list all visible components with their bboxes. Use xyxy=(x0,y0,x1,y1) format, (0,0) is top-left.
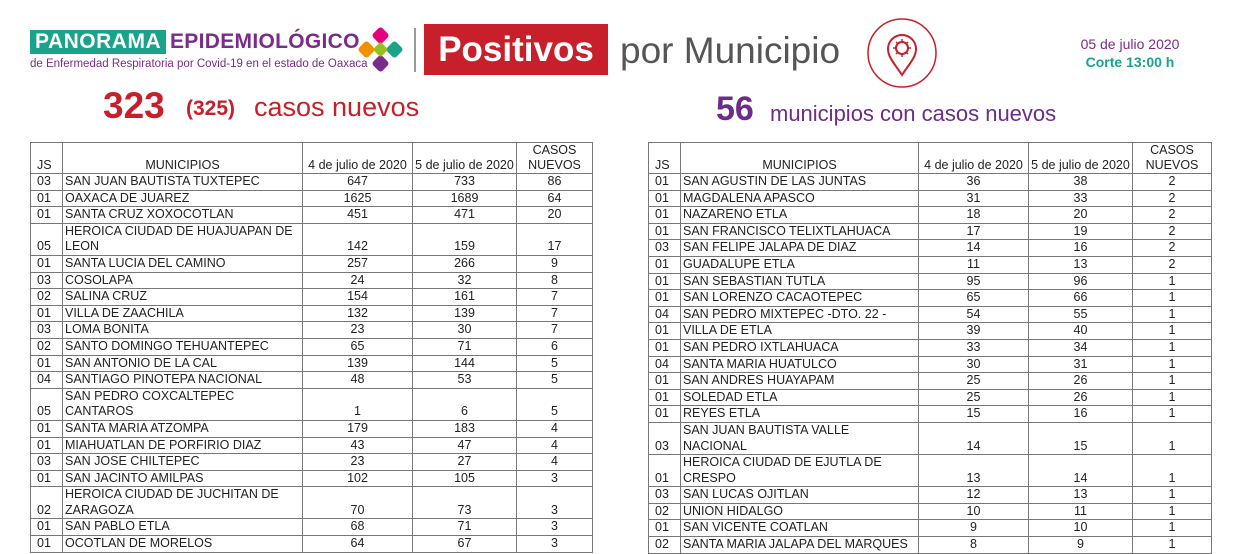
virus-location-pin-icon xyxy=(866,17,938,89)
new-cases-cell: 6 xyxy=(517,338,593,355)
new-cases-cell: 2 xyxy=(1133,207,1212,224)
js-cell: 01 xyxy=(31,536,63,553)
new-cases-cell: 1 xyxy=(1133,455,1212,487)
cases-table-left xyxy=(30,142,593,553)
js-cell: 01 xyxy=(31,470,63,487)
js-cell: 01 xyxy=(649,190,681,207)
js-cell: 01 xyxy=(31,420,63,437)
js-cell: 02 xyxy=(649,503,681,520)
js-cell: 01 xyxy=(649,256,681,273)
cases-date-2-cell: 183 xyxy=(413,420,517,437)
cases-date-1-cell: 95 xyxy=(919,273,1029,290)
cases-date-2-cell: 96 xyxy=(1029,273,1133,290)
municipio-cell: SANTA LUCIA DEL CAMINO xyxy=(63,255,303,272)
js-cell: 01 xyxy=(649,339,681,356)
js-cell: 01 xyxy=(649,207,681,224)
js-cell: 04 xyxy=(649,306,681,323)
brand-subtitle: de Enfermedad Respiratoria por Covid-19 en el estado de Oaxaca xyxy=(30,58,368,70)
new-cases-cell: 3 xyxy=(517,519,593,536)
cases-date-1-cell: 70 xyxy=(303,487,413,519)
table-row xyxy=(31,536,593,553)
municipio-cell: SAN JUAN BAUTISTA VALLE NACIONAL xyxy=(681,422,919,454)
cases-date-1-cell: 8 xyxy=(919,537,1029,554)
new-cases-cell: 2 xyxy=(1133,190,1212,207)
oaxaca-logo-icon xyxy=(358,27,404,73)
municipio-cell: MAGDALENA APASCO xyxy=(681,190,919,207)
cases-date-2-cell: 26 xyxy=(1029,389,1133,406)
cases-date-1-cell: 15 xyxy=(919,406,1029,423)
js-cell: 03 xyxy=(31,322,63,339)
cases-date-2-cell: 10 xyxy=(1029,520,1133,537)
new-cases-cell: 1 xyxy=(1133,520,1212,537)
js-cell: 01 xyxy=(649,290,681,307)
municipio-cell: SAN PEDRO COXCALTEPEC CANTAROS xyxy=(63,388,303,420)
cases-date-1-cell: 25 xyxy=(919,373,1029,390)
js-cell: 01 xyxy=(31,437,63,454)
cases-date-2-cell: 73 xyxy=(413,487,517,519)
col-header-date-1: 4 de julio de 2020 xyxy=(919,143,1029,174)
municipio-cell: SAN LORENZO CACAOTEPEC xyxy=(681,290,919,307)
js-cell: 01 xyxy=(31,355,63,372)
table-row xyxy=(31,174,593,191)
municipio-cell: HEROICA CIUDAD DE JUCHITAN DE ZARAGOZA xyxy=(63,487,303,519)
new-cases-cell: 7 xyxy=(517,322,593,339)
new-cases-cell: 1 xyxy=(1133,323,1212,340)
table-row xyxy=(649,455,1212,487)
cases-date-2-cell: 71 xyxy=(413,338,517,355)
cases-date-1-cell: 142 xyxy=(303,223,413,255)
cases-date-1-cell: 17 xyxy=(919,223,1029,240)
cases-date-2-cell: 16 xyxy=(1029,240,1133,257)
js-cell: 01 xyxy=(31,255,63,272)
new-cases-cell: 17 xyxy=(517,223,593,255)
cases-date-1-cell: 451 xyxy=(303,207,413,224)
table-row xyxy=(31,207,593,224)
table-row xyxy=(649,207,1212,224)
new-cases-cell: 3 xyxy=(517,470,593,487)
municipio-cell: REYES ETLA xyxy=(681,406,919,423)
municipio-cell: SAN PEDRO MIXTEPEC -DTO. 22 - xyxy=(681,306,919,323)
cases-date-2-cell: 32 xyxy=(413,272,517,289)
table-row xyxy=(31,289,593,306)
cases-date-2-cell: 67 xyxy=(413,536,517,553)
cases-date-2-cell: 26 xyxy=(1029,373,1133,390)
table-row xyxy=(649,422,1212,454)
new-cases-cell: 5 xyxy=(517,372,593,389)
municipio-cell: SAN LUCAS OJITLAN xyxy=(681,487,919,504)
cases-date-2-cell: 266 xyxy=(413,255,517,272)
cases-date-2-cell: 40 xyxy=(1029,323,1133,340)
report-cut-time: Corte 13:00 h xyxy=(1085,54,1175,70)
cases-table-right xyxy=(648,142,1212,554)
municipio-cell: SANTO DOMINGO TEHUANTEPEC xyxy=(63,338,303,355)
municipio-cell: VILLA DE ETLA xyxy=(681,323,919,340)
js-cell: 03 xyxy=(649,240,681,257)
new-cases-cell: 64 xyxy=(517,190,593,207)
table-row xyxy=(31,190,593,207)
brand-panorama-label: PANORAMA xyxy=(30,30,166,54)
new-cases-cell: 1 xyxy=(1133,406,1212,423)
table-row xyxy=(649,503,1212,520)
cases-date-2-cell: 161 xyxy=(413,289,517,306)
municipio-cell: GUADALUPE ETLA xyxy=(681,256,919,273)
new-cases-alt-count: (325) xyxy=(186,97,236,120)
municipio-cell: SAN PEDRO IXTLAHUACA xyxy=(681,339,919,356)
js-cell: 01 xyxy=(649,389,681,406)
municipio-cell: MIAHUATLAN DE PORFIRIO DIAZ xyxy=(63,437,303,454)
col-header-new-cases: CASOS NUEVOS xyxy=(517,143,593,174)
new-cases-cell: 4 xyxy=(517,437,593,454)
table-row xyxy=(649,290,1212,307)
cases-date-1-cell: 65 xyxy=(303,338,413,355)
js-cell: 03 xyxy=(649,487,681,504)
js-cell: 05 xyxy=(31,223,63,255)
municipio-cell: SANTIAGO PINOTEPA NACIONAL xyxy=(63,372,303,389)
col-header-date-1: 4 de julio de 2020 xyxy=(303,143,413,174)
js-cell: 01 xyxy=(649,520,681,537)
municipio-cell: HEROICA CIUDAD DE EJUTLA DE CRESPO xyxy=(681,455,919,487)
cases-date-2-cell: 11 xyxy=(1029,503,1133,520)
table-row xyxy=(649,339,1212,356)
cases-date-1-cell: 24 xyxy=(303,272,413,289)
js-cell: 01 xyxy=(649,373,681,390)
cases-date-1-cell: 13 xyxy=(919,455,1029,487)
table-row xyxy=(31,338,593,355)
table-row xyxy=(649,273,1212,290)
municipio-cell: SAN FRANCISCO TELIXTLAHUACA xyxy=(681,223,919,240)
brand-epidemiologico-label: EPIDEMIOLÓGICO xyxy=(170,30,360,53)
municipalities-count: 56 xyxy=(716,90,754,128)
cases-date-2-cell: 15 xyxy=(1029,422,1133,454)
cases-date-1-cell: 14 xyxy=(919,240,1029,257)
table-header-row xyxy=(31,143,593,174)
col-header-new-cases: CASOS NUEVOS xyxy=(1133,143,1212,174)
municipio-cell: SOLEDAD ETLA xyxy=(681,389,919,406)
cases-date-1-cell: 39 xyxy=(919,323,1029,340)
js-cell: 02 xyxy=(31,289,63,306)
col-header-municipio: MUNICIPIOS xyxy=(681,143,919,174)
new-cases-cell: 86 xyxy=(517,174,593,191)
cases-date-2-cell: 33 xyxy=(1029,190,1133,207)
cases-date-2-cell: 20 xyxy=(1029,207,1133,224)
cases-date-1-cell: 48 xyxy=(303,372,413,389)
cases-date-2-cell: 159 xyxy=(413,223,517,255)
table-row xyxy=(649,256,1212,273)
municipio-cell: SAN VICENTE COATLAN xyxy=(681,520,919,537)
new-cases-cell: 1 xyxy=(1133,290,1212,307)
municipio-cell: SALINA CRUZ xyxy=(63,289,303,306)
new-cases-cell: 2 xyxy=(1133,174,1212,191)
table-row xyxy=(649,190,1212,207)
table-row xyxy=(649,373,1212,390)
title-positivos: Positivos xyxy=(424,24,608,75)
cases-date-1-cell: 102 xyxy=(303,470,413,487)
new-cases-cell: 7 xyxy=(517,305,593,322)
cases-date-1-cell: 30 xyxy=(919,356,1029,373)
new-cases-cell: 9 xyxy=(517,255,593,272)
table-row xyxy=(31,272,593,289)
new-cases-cell: 8 xyxy=(517,272,593,289)
cases-date-1-cell: 36 xyxy=(919,174,1029,191)
municipio-cell: UNION HIDALGO xyxy=(681,503,919,520)
col-header-date-2: 5 de julio de 2020 xyxy=(413,143,517,174)
new-cases-cell: 4 xyxy=(517,454,593,471)
js-cell: 03 xyxy=(31,272,63,289)
cases-date-1-cell: 25 xyxy=(919,389,1029,406)
cases-date-2-cell: 13 xyxy=(1029,256,1133,273)
cases-date-1-cell: 65 xyxy=(919,290,1029,307)
new-cases-cell: 5 xyxy=(517,355,593,372)
municipio-cell: HEROICA CIUDAD DE HUAJUAPAN DE LEON xyxy=(63,223,303,255)
table-row xyxy=(649,223,1212,240)
js-cell: 03 xyxy=(649,422,681,454)
table-row xyxy=(649,174,1212,191)
table-row xyxy=(31,322,593,339)
js-cell: 01 xyxy=(31,190,63,207)
municipio-cell: SAN FELIPE JALAPA DE DIAZ xyxy=(681,240,919,257)
cases-date-2-cell: 30 xyxy=(413,322,517,339)
cases-date-2-cell: 38 xyxy=(1029,174,1133,191)
municipio-cell: NAZARENO ETLA xyxy=(681,207,919,224)
js-cell: 04 xyxy=(649,356,681,373)
new-cases-cell: 5 xyxy=(517,388,593,420)
municipio-cell: SAN SEBASTIAN TUTLA xyxy=(681,273,919,290)
report-date: 05 de julio 2020 xyxy=(1080,36,1180,52)
js-cell: 05 xyxy=(31,388,63,420)
new-cases-cell: 2 xyxy=(1133,223,1212,240)
cases-date-1-cell: 647 xyxy=(303,174,413,191)
cases-date-1-cell: 31 xyxy=(919,190,1029,207)
table-row xyxy=(649,520,1212,537)
table-row xyxy=(31,388,593,420)
cases-date-1-cell: 12 xyxy=(919,487,1029,504)
cases-date-2-cell: 31 xyxy=(1029,356,1133,373)
new-cases-cell: 2 xyxy=(1133,256,1212,273)
new-cases-cell: 20 xyxy=(517,207,593,224)
new-cases-label: casos nuevos xyxy=(254,92,420,122)
cases-date-1-cell: 9 xyxy=(919,520,1029,537)
col-header-js: JS xyxy=(31,143,63,174)
cases-date-2-cell: 1689 xyxy=(413,190,517,207)
table-row xyxy=(31,305,593,322)
table-row xyxy=(31,355,593,372)
cases-date-2-cell: 144 xyxy=(413,355,517,372)
js-cell: 01 xyxy=(649,273,681,290)
cases-date-1-cell: 68 xyxy=(303,519,413,536)
js-cell: 01 xyxy=(31,207,63,224)
js-cell: 01 xyxy=(649,323,681,340)
table-row xyxy=(31,470,593,487)
cases-date-2-cell: 471 xyxy=(413,207,517,224)
table-row xyxy=(649,323,1212,340)
municipio-cell: SAN ANDRES HUAYAPAM xyxy=(681,373,919,390)
cases-date-1-cell: 139 xyxy=(303,355,413,372)
js-cell: 02 xyxy=(31,487,63,519)
cases-date-2-cell: 53 xyxy=(413,372,517,389)
table-row xyxy=(649,240,1212,257)
cases-date-2-cell: 13 xyxy=(1029,487,1133,504)
cases-date-1-cell: 257 xyxy=(303,255,413,272)
table-header-row xyxy=(649,143,1212,174)
col-header-date-2: 5 de julio de 2020 xyxy=(1029,143,1133,174)
cases-date-1-cell: 23 xyxy=(303,322,413,339)
cases-date-1-cell: 154 xyxy=(303,289,413,306)
new-cases-cell: 1 xyxy=(1133,389,1212,406)
cases-date-1-cell: 11 xyxy=(919,256,1029,273)
table-row xyxy=(649,306,1212,323)
cases-date-1-cell: 23 xyxy=(303,454,413,471)
new-cases-cell: 1 xyxy=(1133,503,1212,520)
js-cell: 03 xyxy=(31,174,63,191)
municipio-cell: SAN JOSE CHILTEPEC xyxy=(63,454,303,471)
new-cases-count: 323 xyxy=(103,85,165,126)
js-cell: 01 xyxy=(649,223,681,240)
js-cell: 04 xyxy=(31,372,63,389)
municipio-cell: SANTA MARIA HUATULCO xyxy=(681,356,919,373)
cases-date-2-cell: 55 xyxy=(1029,306,1133,323)
new-cases-cell: 3 xyxy=(517,487,593,519)
cases-date-2-cell: 27 xyxy=(413,454,517,471)
table-row xyxy=(649,537,1212,554)
js-cell: 02 xyxy=(31,338,63,355)
cases-date-1-cell: 1625 xyxy=(303,190,413,207)
cases-date-2-cell: 9 xyxy=(1029,537,1133,554)
table-row xyxy=(31,519,593,536)
cases-date-1-cell: 10 xyxy=(919,503,1029,520)
table-row xyxy=(31,454,593,471)
table-row xyxy=(31,487,593,519)
cases-date-2-cell: 6 xyxy=(413,388,517,420)
js-cell: 01 xyxy=(649,455,681,487)
cases-date-1-cell: 33 xyxy=(919,339,1029,356)
title-por-municipio: por Municipio xyxy=(620,30,841,71)
cases-date-2-cell: 14 xyxy=(1029,455,1133,487)
cases-date-1-cell: 1 xyxy=(303,388,413,420)
cases-date-1-cell: 64 xyxy=(303,536,413,553)
table-row xyxy=(31,255,593,272)
js-cell: 02 xyxy=(649,537,681,554)
cases-date-2-cell: 733 xyxy=(413,174,517,191)
municipio-cell: SAN JACINTO AMILPAS xyxy=(63,470,303,487)
cases-date-1-cell: 54 xyxy=(919,306,1029,323)
municipio-cell: OAXACA DE JUAREZ xyxy=(63,190,303,207)
cases-date-2-cell: 34 xyxy=(1029,339,1133,356)
table-row xyxy=(649,406,1212,423)
municipio-cell: SAN ANTONIO DE LA CAL xyxy=(63,355,303,372)
table-row xyxy=(31,223,593,255)
new-cases-cell: 3 xyxy=(517,536,593,553)
cases-date-1-cell: 18 xyxy=(919,207,1029,224)
js-cell: 01 xyxy=(649,174,681,191)
municipio-cell: COSOLAPA xyxy=(63,272,303,289)
table-row xyxy=(649,356,1212,373)
cases-date-1-cell: 179 xyxy=(303,420,413,437)
js-cell: 01 xyxy=(649,406,681,423)
new-cases-cell: 1 xyxy=(1133,356,1212,373)
municipio-cell: SAN AGUSTIN DE LAS JUNTAS xyxy=(681,174,919,191)
municipio-cell: OCOTLAN DE MORELOS xyxy=(63,536,303,553)
cases-date-2-cell: 139 xyxy=(413,305,517,322)
table-row xyxy=(31,437,593,454)
cases-date-2-cell: 66 xyxy=(1029,290,1133,307)
new-cases-cell: 7 xyxy=(517,289,593,306)
new-cases-cell: 1 xyxy=(1133,422,1212,454)
new-cases-cell: 4 xyxy=(517,420,593,437)
js-cell: 03 xyxy=(31,454,63,471)
new-cases-cell: 1 xyxy=(1133,373,1212,390)
cases-date-2-cell: 71 xyxy=(413,519,517,536)
municipio-cell: SANTA MARIA JALAPA DEL MARQUES xyxy=(681,537,919,554)
header-divider xyxy=(414,28,416,72)
cases-date-1-cell: 43 xyxy=(303,437,413,454)
js-cell: 01 xyxy=(31,305,63,322)
js-cell: 01 xyxy=(31,519,63,536)
new-cases-cell: 1 xyxy=(1133,487,1212,504)
table-row xyxy=(31,372,593,389)
municipio-cell: SANTA CRUZ XOXOCOTLAN xyxy=(63,207,303,224)
cases-date-2-cell: 16 xyxy=(1029,406,1133,423)
cases-date-1-cell: 132 xyxy=(303,305,413,322)
new-cases-cell: 1 xyxy=(1133,537,1212,554)
col-header-js: JS xyxy=(649,143,681,174)
cases-date-2-cell: 47 xyxy=(413,437,517,454)
table-row xyxy=(649,389,1212,406)
new-cases-cell: 1 xyxy=(1133,306,1212,323)
municipio-cell: VILLA DE ZAACHILA xyxy=(63,305,303,322)
municipio-cell: SANTA MARIA ATZOMPA xyxy=(63,420,303,437)
municipio-cell: SAN PABLO ETLA xyxy=(63,519,303,536)
table-row xyxy=(31,420,593,437)
new-cases-cell: 1 xyxy=(1133,339,1212,356)
new-cases-cell: 1 xyxy=(1133,273,1212,290)
cases-date-2-cell: 105 xyxy=(413,470,517,487)
col-header-municipio: MUNICIPIOS xyxy=(63,143,303,174)
municipio-cell: SAN JUAN BAUTISTA TUXTEPEC xyxy=(63,174,303,191)
new-cases-cell: 2 xyxy=(1133,240,1212,257)
table-row xyxy=(649,487,1212,504)
municipio-cell: LOMA BONITA xyxy=(63,322,303,339)
cases-date-2-cell: 19 xyxy=(1029,223,1133,240)
cases-date-1-cell: 14 xyxy=(919,422,1029,454)
municipalities-label: municipios con casos nuevos xyxy=(770,101,1057,126)
